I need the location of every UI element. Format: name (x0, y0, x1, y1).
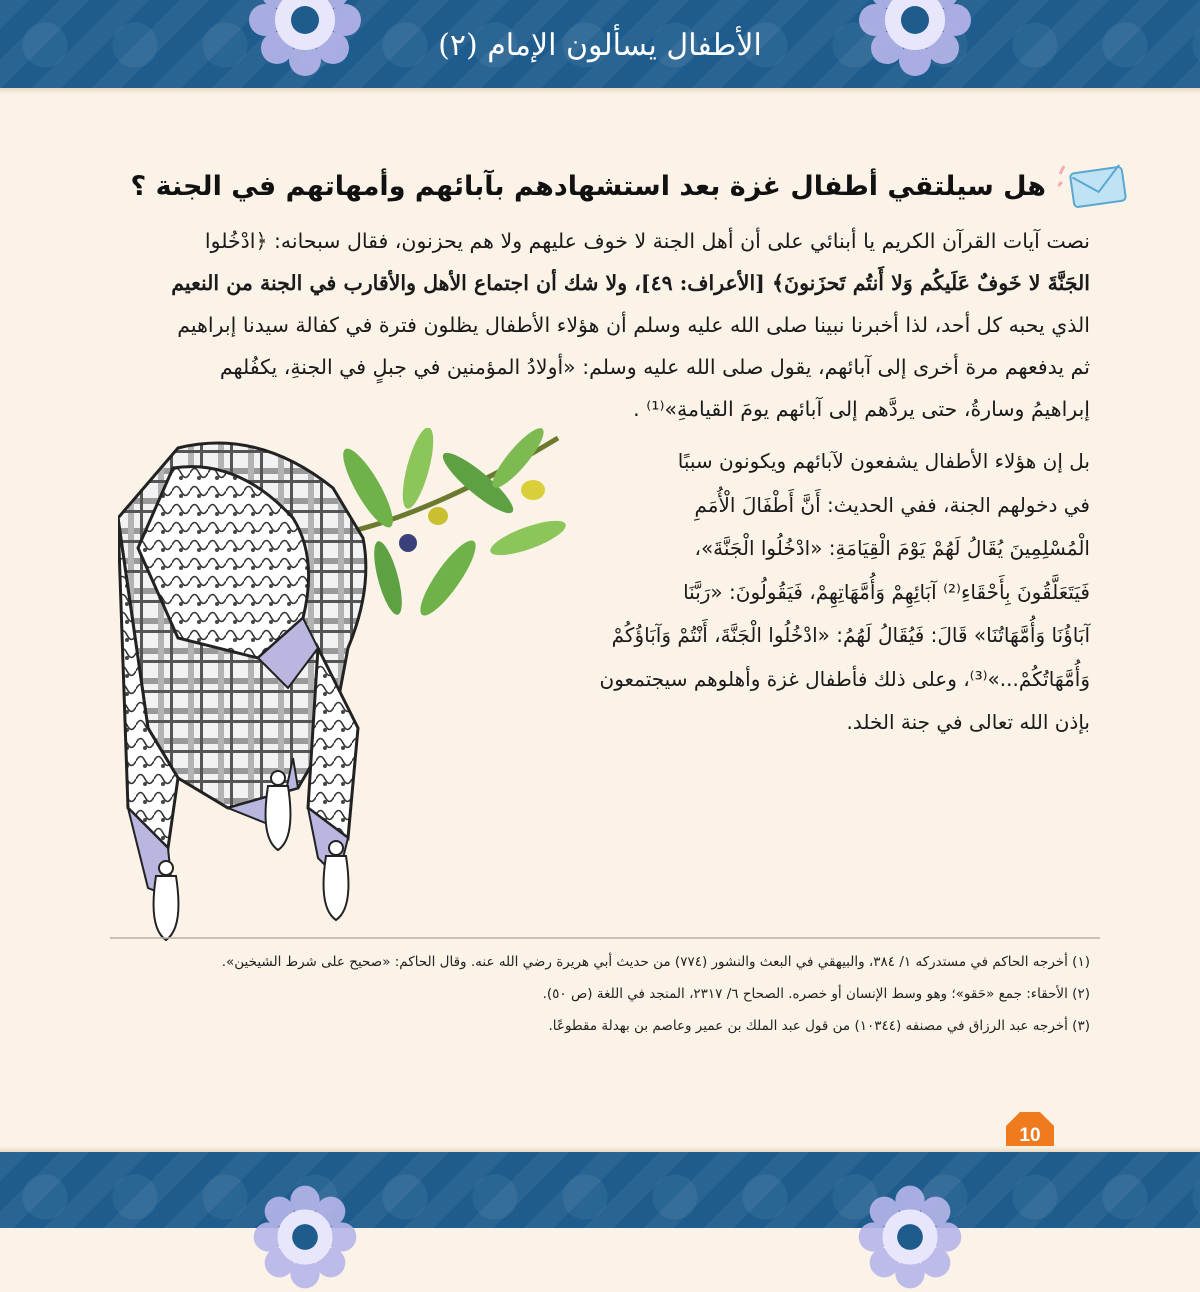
book-title: الأطفال يسألون الإمام (٢) (438, 28, 762, 63)
header-band (0, 0, 1200, 88)
paragraph-line: نصت آيات القرآن الكريم يا أبنائي على أن أهل الجنة لا خوف عليهم ولا هم يحزنون، فقال سبحانه: ﴿ادْخُلوا (204, 229, 1090, 253)
footnote-2: (٢) الأحقاء: جمع «حَقو»؛ وهو وسط الإنسان أو خصره. الصحاح ٦/ ٢٣١٧، المنجد في اللغة (ص ٥٠). (542, 986, 1090, 1002)
envelope-icon (1058, 160, 1130, 212)
footnotes (105, 948, 1090, 1044)
keffiyeh-illustration (118, 428, 568, 948)
paragraph-line: وَأُمَّهَاتُكُمْ...»⁽³⁾، وعلى ذلك فأطفال غزة وأهلوهم سيجتمعون (599, 666, 1090, 691)
footnote-divider (110, 937, 1100, 939)
paragraph-line: الْمُسْلِمِينَ يُقَالُ لَهُمْ يَوْمَ الْقِيَامَةِ: «ادْخُلُوا الْجَنَّةَ»، (694, 536, 1090, 560)
footnote-3: (٣) أخرجه عبد الرزاق في مصنفه (١٠٣٤٤) من قول عبد الملك بن عمير وعاصم بن بهدلة مقطوعًا. (548, 1018, 1090, 1034)
footer-band (0, 1152, 1200, 1228)
paragraph-line: إبراهيمُ وسارةُ، حتى يردَّهم إلى آبائهم يومَ القيامةِ»⁽¹⁾ . (633, 397, 1090, 421)
question-heading-row (70, 160, 1130, 212)
flower-ornament-icon (855, 1182, 965, 1292)
paragraph-line: الجَنَّةَ لا خَوفٌ عَلَيكُم وَلا أَنتُم تَحزَنونَ﴾ [الأعراف: ٤٩]، ولا شك أن اجتماع الأهل والأقارب في الجنة من النعيم (171, 271, 1090, 295)
flower-ornament-icon (250, 1182, 360, 1292)
paragraph-line: بإذن الله تعالى في جنة الخلد. (846, 710, 1090, 734)
paragraph-line: آبَاؤُنَا وَأُمَّهَاتُنَا» قَالَ: فَيُقَالُ لَهُمُ: «ادْخُلُوا الْجَنَّةَ، أَنْتُمْ وَآبَاؤُكُمْ (611, 623, 1090, 647)
paragraph-line: الذي يحبه كل أحد، لذا أخبرنا نبينا صلى الله عليه وسلم أن هؤلاء الأطفال يظلون فترة في كفالة سيدنا إبراهيم (177, 313, 1090, 337)
question-title: هل سيلتقي أطفال غزة بعد استشهادهم بآبائهم وأمهاتهم في الجنة ؟ (130, 170, 1046, 202)
flower-ornament-icon (855, 0, 975, 80)
footnote-1: (١) أخرجه الحاكم في مستدركه ١/ ٣٨٤، والبيهقي في البعث والنشور (٧٧٤) من حديث أبي هريرة رضي الله عنه. وقال الحاكم: «صحيح على شرط الشيخين». (221, 954, 1090, 970)
paragraph-line: فَيَتَعَلَّقُونَ بِأَحْقَاءِ⁽²⁾ آبَائِهِمْ وَأُمَّهَاتِهِمْ، فَيَقُولُونَ: «رَبَّنَا (683, 579, 1090, 604)
flower-ornament-icon (245, 0, 365, 80)
paragraph-line: ثم يدفعهم مرة أخرى إلى آبائهم، يقول صلى الله عليه وسلم: «أولادُ المؤمنين في جبلٍ في الجنةِ، يكفُلهم (219, 355, 1090, 379)
paragraph-line: في دخولهم الجنة، ففي الحديث: أَنَّ أَطْفَالَ الْأُمَمِ (694, 492, 1090, 517)
paragraph-hadith (505, 440, 1090, 745)
paragraph-intro (110, 220, 1090, 430)
page-number: 10 (1019, 1125, 1041, 1146)
paragraph-line: بل إن هؤلاء الأطفال يشفعون لآبائهم ويكونون سببًا (677, 449, 1090, 473)
